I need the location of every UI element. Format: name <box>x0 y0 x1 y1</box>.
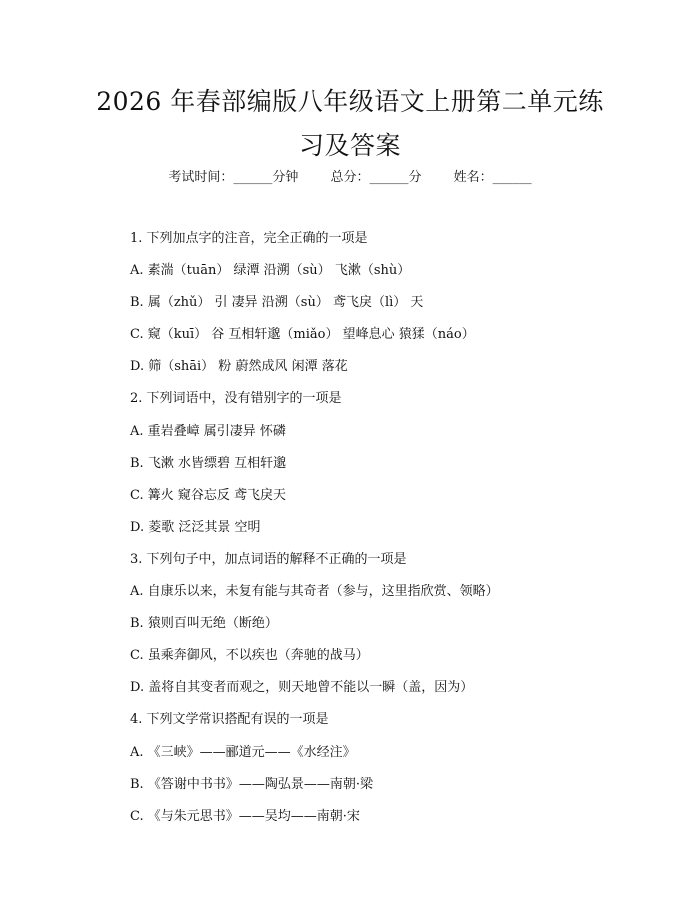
question-2-option-c: C. 篝火 窥谷忘反 鸢飞戾天 <box>130 487 287 503</box>
question-2-option-d: D. 菱歌 泛泛其景 空明 <box>130 519 261 535</box>
question-1-option-b: B. 属（zhǔ） 引 凄异 沿溯（sù） 鸢飞戾（lì） 天 <box>130 295 424 311</box>
question-4-stem: 4. 下列文学常识搭配有误的一项是 <box>130 712 329 728</box>
question-2-option-a: A. 重岩叠嶂 属引凄异 怀磷 <box>130 423 286 439</box>
document-title <box>60 80 640 168</box>
question-3-stem: 3. 下列句子中，加点词语的解释不正确的一项是 <box>130 551 407 567</box>
question-4-option-c: C. 《与朱元思书》——吴均——南朝·宋 <box>130 808 360 824</box>
question-3-option-b: B. 猿则百叫无绝（断绝） <box>130 616 278 632</box>
total-score: 总分：______分 <box>330 170 422 185</box>
question-4-option-a: A. 《三峡》——郦道元——《水经注》 <box>130 744 356 760</box>
question-1-option-a: A. 素湍（tuān） 绿潭 沿溯（sù） 飞漱（shù） <box>130 263 411 279</box>
question-3-option-a: A. 自康乐以来，未复有能与其奇者（参与，这里指欣赏、领略） <box>130 584 499 600</box>
question-2-stem: 2. 下列词语中，没有错别字的一项是 <box>130 391 342 407</box>
question-2-option-b: B. 飞漱 水皆缥碧 互相轩邈 <box>130 455 287 471</box>
question-1-option-d: D. 筛（shāi） 粉 蔚然成风 闲潭 落花 <box>130 359 348 375</box>
title-line-1: 2026 年春部编版八年级语文上册第二单元练 <box>96 87 604 116</box>
question-3-option-d: D. 盖将自其变者而观之，则天地曾不能以一瞬（盖，因为） <box>130 680 474 696</box>
question-3-option-c: C. 虽乘奔御风，不以疾也（奔驰的战马） <box>130 648 369 664</box>
title-line-2: 习及答案 <box>298 131 401 160</box>
question-list <box>130 230 670 840</box>
question-1-stem: 1. 下列加点字的注音，完全正确的一项是 <box>130 231 368 246</box>
student-name: 姓名：______ <box>453 170 532 185</box>
question-4-option-b: B. 《答谢中书书》——陶弘景——南朝·梁 <box>130 776 373 792</box>
exam-info <box>0 169 700 187</box>
exam-time: 考试时间：______分钟 <box>168 170 299 185</box>
question-1-option-c: C. 窥（kuī） 谷 互相轩邈（miǎo） 望峰息心 猿猱（náo） <box>130 327 475 343</box>
